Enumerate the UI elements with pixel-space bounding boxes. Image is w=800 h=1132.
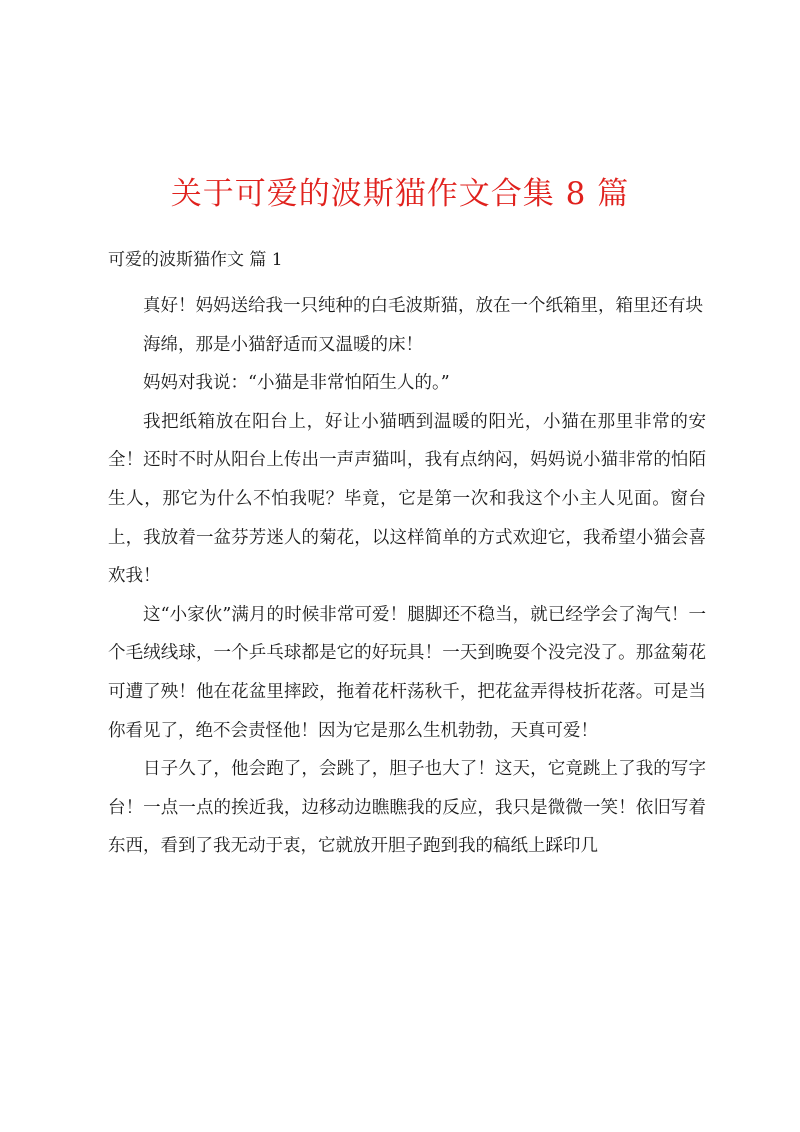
essay-body bbox=[108, 287, 706, 866]
paragraph: 这“小家伙”满月的时候非常可爱！腿脚还不稳当，就已经学会了淘气！一个毛绒线球，一个乒乓球都是它的好玩具！一天到晚耍个没完没了。那盆菊花可遭了殃！他在花盆里摔跤，拖着花杆荡秋千，把花盆弄得枝折花落。可是当你看见了，绝不会责怪他！因为它是那么生机勃勃，天真可爱！ bbox=[108, 604, 706, 741]
section-heading: 可爱的波斯猫作文 篇 1 bbox=[108, 250, 283, 270]
paragraph: 真好！妈妈送给我一只纯种的白毛波斯猫，放在一个纸箱里，箱里还有块 bbox=[143, 296, 703, 316]
paragraph: 妈妈对我说：“小猫是非常怕陌生人的。” bbox=[143, 373, 450, 394]
paragraph: 海绵，那是小猫舒适而又温暖的床！ bbox=[143, 334, 423, 355]
paragraph: 我把纸箱放在阳台上，好让小猫晒到温暖的阳光，小猫在那里非常的安全！还时不时从阳台上传出一声声猫叫，我有点纳闷，妈妈说小猫非常的怕陌生人，那它为什么不怕我呢？毕竟，它是第一次和我这个小主人见面。窗台上，我放着一盆芬芳迷人的菊花，以这样简单的方式欢迎它，我希望小猫会喜欢我！ bbox=[108, 411, 706, 587]
paragraph: 日子久了，他会跑了，会跳了，胆子也大了！这天，它竟跳上了我的写字台！一点一点的挨近我，边移动边瞧瞧我的反应，我只是微微一笑！依旧写着东西，看到了我无动于衷，它就放开胆子跑到我的稿纸上踩印几 bbox=[108, 759, 706, 857]
document-title: 关于可爱的波斯猫作文合集 8 篇 bbox=[170, 176, 630, 212]
